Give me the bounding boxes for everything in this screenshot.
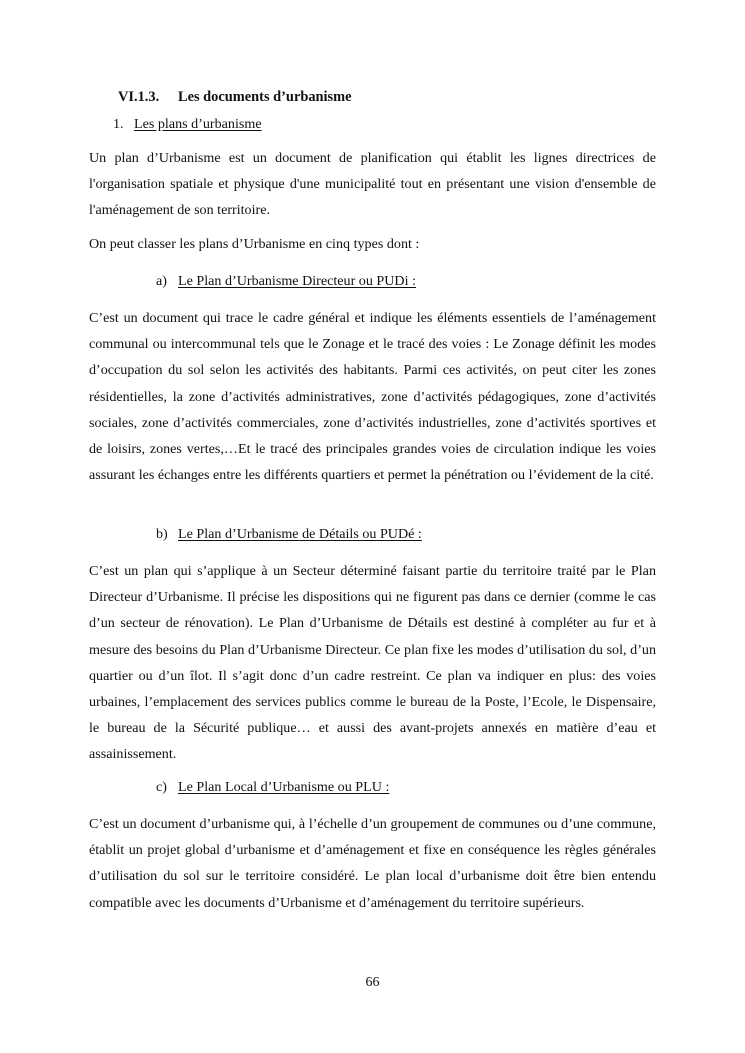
pude-paragraph: C’est un plan qui s’applique à un Secteur déterminé faisant partie du territoire traité par le Plan Directeur d’Urbanisme. Il précise les dispositions qui ne figurent pas dans ce dernier (comme le cas d’un secteur de rénovation). Le Plan d’Urbanisme de Détails est destiné à compléter au fur et à mesure des besoins du Plan d’Urbanisme Directeur. Ce plan fixe les modes d’utilisation du sol, d’un quartier ou d’un îlot. Il s’agit donc d’un cadre restreint. Ce plan va indiquer en plus: des voies urbaines, l’emplacement des services publics comme le bureau de la Poste, l’Ecole, le Dispensaire, le bureau de la Sécurité publique… et aussi des avant-projets annexés en matière d’eau et assainissement. (89, 563, 656, 763)
list-item-title: Le Plan Local d’Urbanisme ou PLU : (178, 779, 390, 795)
types-paragraph: On peut classer les plans d’Urbanisme en cinq types dont : (89, 236, 420, 252)
list-item-title: Le Plan d’Urbanisme Directeur ou PUDi : (178, 273, 416, 289)
section-title: Les documents d’urbanisme (178, 89, 352, 105)
list-marker: c) (156, 779, 167, 795)
page-number: 66 (365, 974, 380, 990)
list-item-pudi (156, 273, 416, 290)
section-number: VI.1.3. (118, 89, 160, 105)
list-item-pude (156, 526, 422, 543)
list-marker: a) (156, 273, 167, 289)
section-heading (118, 89, 352, 106)
subsection-heading (113, 116, 262, 133)
list-marker: b) (156, 526, 168, 542)
list-item-title: Le Plan d’Urbanisme de Détails ou PUDé : (178, 526, 422, 542)
plu-paragraph: C’est un document d’urbanisme qui, à l’échelle d’un groupement de communes ou d’une commune, établit un projet global d’urbanisme et d’aménagement et fixe en conséquence les règles générales d’utilisation du sol sur le territoire considéré. Le plan local d’urbanisme doit être bien entendu compatible avec les documents d’Urbanisme et d’aménagement du territoire supérieurs. (89, 816, 656, 911)
pudi-paragraph: C’est un document qui trace le cadre général et indique les éléments essentiels de l’aménagement communal ou intercommunal tels que le Zonage et le tracé des voies : Le Zonage définit les modes d’occupation du sol selon les activités des habitants. Parmi ces activités, on peut citer les zones résidentielles, la zone d’activités administratives, zone d’activités pédagogiques, zone d’activités sociales, zone d’activités commerciales, zone d’activités industrielles, zone d’activités sportives et de loisirs, zones vertes,…Et le tracé des principales grandes voies de circulation indique les voies assurant les échanges entre les différents quartiers et permet la pénétration ou l’évidement de la cité. (89, 310, 656, 484)
subsection-title: Les plans d’urbanisme (134, 116, 262, 132)
intro-paragraph: Un plan d’Urbanisme est un document de planification qui établit les lignes directrices de l'organisation spatiale et physique d'une municipalité tout en présentant une vision d'ensemble de l'aménagement de son territoire. (89, 150, 656, 219)
list-item-plu (156, 779, 389, 796)
subsection-number: 1. (113, 116, 124, 132)
